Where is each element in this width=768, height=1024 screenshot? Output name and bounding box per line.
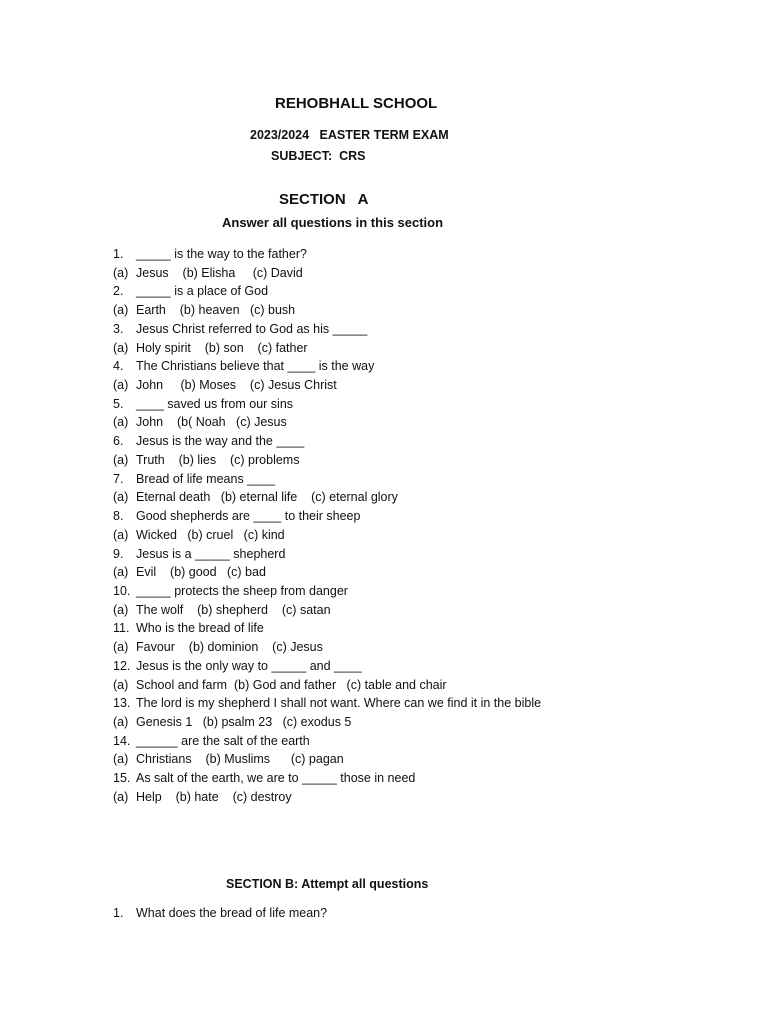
option-label: (a) — [113, 565, 129, 580]
options-line — [113, 750, 713, 769]
options-line — [113, 713, 713, 732]
question-text: _____ is the way to the father? — [136, 247, 307, 261]
question-number: 4. — [113, 359, 124, 374]
option-label: (a) — [113, 602, 129, 617]
options-text: Truth (b) lies (c) problems — [136, 452, 300, 467]
question-number: 8. — [113, 509, 124, 524]
question-number: 6. — [113, 434, 124, 449]
question-number: 13. — [113, 696, 131, 711]
option-label: (a) — [113, 752, 129, 767]
options-text: Jesus (b) Elisha (c) David — [136, 265, 303, 280]
question-number: 10. — [113, 583, 131, 598]
option-label: (a) — [113, 265, 129, 280]
option-label: (a) — [113, 490, 129, 505]
options-text: Help (b) hate (c) destroy — [136, 789, 292, 804]
question-line — [113, 507, 713, 526]
section-a-question-list — [113, 245, 713, 807]
question-text: Jesus Christ referred to God as his _____ — [136, 321, 368, 336]
options-line — [113, 451, 713, 470]
question-line — [113, 545, 713, 564]
options-line — [113, 788, 713, 807]
options-text: School and farm (b) God and father (c) table and chair — [136, 677, 447, 692]
question-text: ______ are the salt of the earth — [136, 733, 310, 748]
question-text: _____ protects the sheep from danger — [136, 583, 348, 598]
question-number: 9. — [113, 546, 124, 561]
question-text: ____ saved us from our sins — [136, 396, 294, 411]
question-line — [113, 657, 713, 676]
question-text: Jesus is the only way to _____ and ____ — [136, 658, 362, 673]
question-number: 2. — [113, 284, 124, 299]
question-number: 12. — [113, 658, 131, 673]
question-text: The lord is my shepherd I shall not want. Where can we find it in the bible — [136, 696, 542, 711]
options-text: John (b) Moses (c) Jesus Christ — [136, 378, 337, 393]
options-line — [113, 301, 713, 320]
question-line — [113, 357, 713, 376]
question-line — [113, 582, 713, 601]
question-number: 1. — [113, 906, 124, 920]
options-line — [113, 339, 713, 358]
options-text: Holy spirit (b) son (c) father — [136, 340, 308, 355]
options-line — [113, 488, 713, 507]
options-text: Favour (b) dominion (c) Jesus — [136, 640, 323, 655]
options-text: John (b( Noah (c) Jesus — [136, 415, 287, 430]
options-text: Christians (b) Muslims (c) pagan — [136, 752, 344, 767]
section-b-title: SECTION B: Attempt all questions — [226, 877, 429, 891]
question-number: 11. — [113, 621, 130, 636]
options-text: Wicked (b) cruel (c) kind — [136, 527, 285, 542]
options-text: Evil (b) good (c) bad — [136, 565, 266, 580]
options-text: Genesis 1 (b) psalm 23 (c) exodus 5 — [136, 714, 352, 729]
question-line — [113, 694, 713, 713]
options-text: Earth (b) heaven (c) bush — [136, 303, 296, 318]
question-line — [113, 769, 713, 788]
options-line — [113, 601, 713, 620]
question-number: 5. — [113, 396, 124, 411]
options-line — [113, 526, 713, 545]
option-label: (a) — [113, 789, 129, 804]
section-b-question — [113, 906, 327, 920]
question-text: Good shepherds are ____ to their sheep — [136, 509, 361, 524]
option-label: (a) — [113, 452, 129, 467]
school-name: REHOBHALL SCHOOL — [275, 95, 438, 112]
question-text: Jesus is a _____ shepherd — [136, 546, 286, 561]
option-label: (a) — [113, 677, 129, 692]
section-a-instruction: Answer all questions in this section — [222, 215, 444, 230]
options-line — [113, 563, 713, 582]
question-line — [113, 619, 713, 638]
question-text: Jesus is the way and the ____ — [136, 434, 305, 449]
question-text: Bread of life means ____ — [136, 471, 275, 486]
option-label: (a) — [113, 303, 129, 318]
options-line — [113, 638, 713, 657]
option-label: (a) — [113, 415, 129, 430]
options-line — [113, 264, 713, 283]
options-line — [113, 413, 713, 432]
option-label: (a) — [113, 340, 129, 355]
question-text: As salt of the earth, we are to _____ those in need — [136, 771, 416, 786]
options-line — [113, 676, 713, 695]
question-line — [113, 732, 713, 751]
exam-subject: SUBJECT: CRS — [271, 149, 366, 163]
exam-term: 2023/2024 EASTER TERM EXAM — [250, 128, 449, 142]
question-number: 3. — [113, 321, 124, 336]
question-line — [113, 395, 713, 414]
question-line — [113, 320, 713, 339]
question-number: 15. — [113, 771, 131, 786]
question-text: _____ is a place of God — [136, 284, 269, 299]
question-number: 14. — [113, 733, 131, 748]
question-number: 1. — [113, 247, 124, 261]
option-label: (a) — [113, 714, 129, 729]
option-label: (a) — [113, 527, 129, 542]
option-label: (a) — [113, 640, 129, 655]
question-text: The Christians believe that ____ is the way — [136, 359, 375, 374]
question-line — [113, 282, 713, 301]
question-text: What does the bread of life mean? — [136, 906, 328, 920]
question-number: 7. — [113, 471, 124, 486]
question-line — [113, 432, 713, 451]
section-a-title: SECTION A — [279, 191, 369, 208]
option-label: (a) — [113, 378, 129, 393]
options-text: Eternal death (b) eternal life (c) eternal glory — [136, 490, 398, 505]
question-text: Who is the bread of life — [136, 621, 264, 636]
question-line — [113, 470, 713, 489]
question-line — [113, 245, 713, 264]
options-line — [113, 376, 713, 395]
options-text: The wolf (b) shepherd (c) satan — [136, 602, 331, 617]
